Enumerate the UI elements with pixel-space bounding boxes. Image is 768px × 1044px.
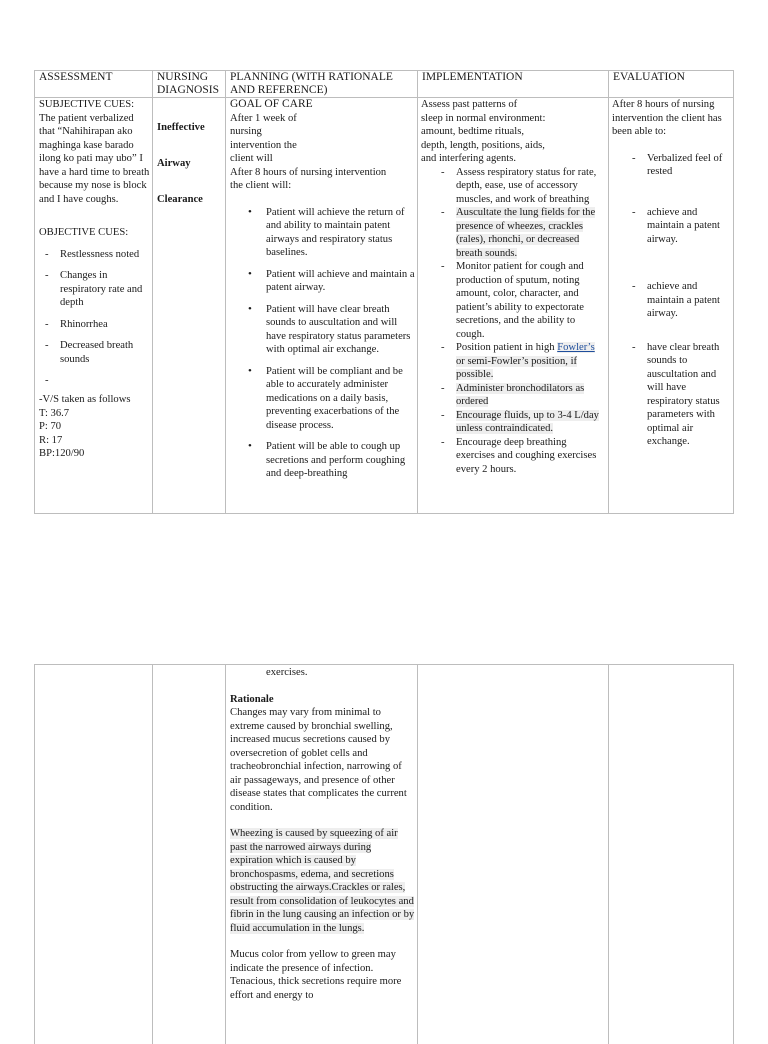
evaluation-intro: After 8 hours of nursing intervention the client has been able to: — [612, 99, 722, 137]
fowlers-link[interactable]: Fowler’s — [557, 342, 595, 353]
goal-line: the client will: — [230, 180, 292, 191]
care-plan-table-page-1 — [34, 70, 734, 514]
diagnosis-word-2: Airway — [157, 158, 191, 169]
evaluation-item: - achieve and maintain a patent airway. — [626, 206, 732, 247]
implementation-item: - Encourage deep breathing exercises and coughing exercises every 2 hours. — [435, 436, 606, 477]
implementation-intro-line: amount, bedtime rituals, — [421, 126, 524, 137]
rationale-paragraph: Changes may vary from minimal to extreme caused by bronchial swelling, increased mucus secretions caused by oversecretion of goblet cells and tracheobronchial infection, narrowing of air passageways, and presence of other disease states that complicates the current condition. — [230, 707, 407, 813]
evaluation-item: - Verbalized feel of rested — [626, 152, 732, 179]
objective-item — [39, 374, 151, 387]
header-implementation: IMPLEMENTATION — [422, 71, 523, 83]
subjective-text: The patient verbalized that “Nahihirapan ako maghinga kase barado ilong ko pati may ubo” I have a hard time to breath because my nose is block and I have coughs. — [39, 112, 150, 205]
implementation-item: - Auscultate the lung fields for the presence of wheezes, crackles (rales), rhonchi, or decreased breath sounds. — [435, 206, 606, 260]
outcome-item: • Patient will have clear breath sounds to auscultation and will have respiratory status parameters with optimal air exchange. — [230, 303, 415, 357]
implementation-item: - Administer bronchodilators as ordered — [435, 382, 606, 409]
continued-text: exercises. — [266, 667, 308, 678]
implementation-intro-line: sleep in normal environment: — [421, 112, 546, 124]
evaluation-item: - have clear breath sounds to auscultation and will have respiratory status parameters with optimal air exchange. — [626, 341, 732, 449]
vital-temp: T: 36.7 — [39, 407, 70, 419]
vitals-title: -V/S taken as follows — [39, 394, 131, 405]
implementation-item: - Assess respiratory status for rate, depth, ease, use of accessory muscles, and work of breathing — [435, 166, 606, 207]
implementation-list — [435, 166, 606, 477]
vital-resp: R: 17 — [39, 434, 63, 446]
goal-line: intervention the — [230, 139, 297, 151]
outcome-item: • Patient will be able to cough up secretions and perform coughing and deep-breathing — [230, 440, 415, 481]
implementation-item: - Monitor patient for cough and production of sputum, noting amount, color, character, and patient’s ability to expectorate secretions, and the ability to cough. — [435, 260, 606, 341]
column-divider — [152, 71, 153, 513]
objective-title: OBJECTIVE CUES: — [39, 227, 129, 238]
header-planning: PLANNING (WITH RATIONALE AND REFERENCE) — [230, 71, 393, 96]
evaluation-cell — [612, 98, 732, 449]
implementation-item-position: - Position patient in high Fowler’s or semi-Fowler’s position, if possible. — [435, 341, 606, 382]
implementation-item: - Encourage fluids, up to 3-4 L/day unless contraindicated. — [435, 409, 606, 436]
goal-line: After 1 week of — [230, 112, 297, 124]
rationale-paragraph: Mucus color from yellow to green may indicate the presence of infection. Tenacious, thick secretions require more effort and energy to — [230, 949, 402, 1001]
column-divider — [608, 665, 609, 1044]
care-plan-table-page-2 — [34, 664, 734, 1044]
outcome-list — [230, 206, 415, 481]
header-evaluation: EVALUATION — [613, 71, 685, 83]
header-nursing-diagnosis: NURSING DIAGNOSIS — [157, 71, 219, 96]
goal-line: nursing — [230, 126, 262, 137]
column-divider — [225, 71, 226, 513]
column-divider — [417, 665, 418, 1044]
vital-pulse: P: 70 — [39, 421, 62, 432]
objective-item: - Restlessness noted — [39, 248, 151, 262]
column-divider — [417, 71, 418, 513]
goal-title: GOAL OF CARE — [230, 98, 313, 110]
evaluation-item: - achieve and maintain a patent airway. — [626, 280, 732, 321]
objective-item: - Rhinorrhea — [39, 318, 151, 332]
evaluation-list — [626, 152, 732, 449]
vital-bp: BP:120/90 — [39, 448, 85, 459]
implementation-intro-line: Assess past patterns of — [421, 99, 518, 110]
outcome-item: • Patient will achieve and maintain a patent airway. — [230, 268, 415, 295]
objective-item: - Decreased breath sounds — [39, 339, 151, 366]
implementation-intro-line: and interfering agents. — [421, 153, 517, 164]
implementation-cell — [421, 98, 606, 476]
assessment-cell — [39, 98, 151, 461]
diagnosis-word-1: Ineffective — [157, 122, 205, 133]
planning-cell — [230, 98, 415, 489]
objective-item: - Changes in respiratory rate and depth — [39, 269, 151, 310]
outcome-item: • Patient will be compliant and be able to accurately administer medications on a daily basis, preventing exacerbations of the disease process. — [230, 365, 415, 433]
planning-continued-cell — [230, 666, 415, 1002]
diagnosis-word-3: Clearance — [157, 194, 203, 205]
rationale-paragraph: Wheezing is caused by squeezing of air past the narrowed airways during expiration which is caused by bronchospasms, edema, and secretions obstructing the airways.Crackles or rales, result from consolidation of leukocytes and fibrin in the lung causing an infection or by fluid accumulation in the lungs. — [230, 828, 415, 934]
goal-line: client will — [230, 153, 273, 164]
column-divider — [225, 665, 226, 1044]
column-divider — [152, 665, 153, 1044]
subjective-title: SUBJECTIVE CUES: — [39, 99, 135, 110]
objective-list — [39, 248, 151, 388]
header-assessment: ASSESSMENT — [39, 71, 113, 83]
rationale-title: Rationale — [230, 693, 274, 705]
implementation-intro-line: depth, length, positions, aids, — [421, 139, 545, 151]
goal-line: After 8 hours of nursing intervention — [230, 166, 387, 178]
column-divider — [608, 71, 609, 513]
outcome-item: • Patient will achieve the return of and ability to maintain patent airways and respiratory status baselines. — [230, 206, 415, 260]
